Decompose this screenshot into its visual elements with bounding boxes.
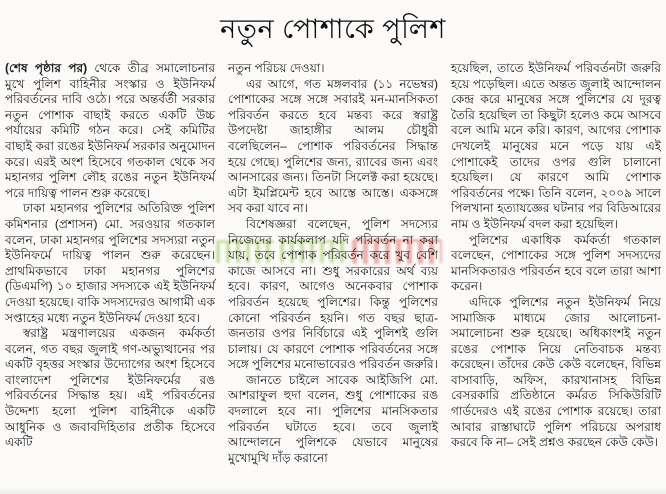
paragraph: ঢাকা মহানগর পুলিশের অতিরিক্ত পুলিশ কমিশনার (প্রশাসন) মো. সরওয়ার গতকাল বলেন, ঢাকা মহানগর পুলিশের সদস্যরা নতুন ইউনিফর্মে দায়িত্ব পালন শুরু করেছেন। প্রাথমিকভাবে ঢাকা মহানগর পুলিশের (ডিএমপি) ১০ হাজার সদস্যকে এই ইউনিফর্ম দেওয়া হয়েছে। বাকি সদস্যদেরও আগামী এক সপ্তাহের মধ্যে নতুন ইউনিফর্ম দেওয়া হবে।: [5, 201, 215, 325]
paragraph: হয়েছিল, তাতে ইউনিফর্ম পরিবর্তনটা জরুরি হয়ে পড়েছিল। এতে অন্তত জুলাই আন্দোলন কেন্দ্র করে মানুষের সঙ্গে পুলিশের যে দূরত্ব তৈরি হয়েছিল তা কিছুটা হলেও কমে আসবে বলে আমি মনে করি। কারণ, আগের পোশাক দেখলেই মানুষের মনে পড়ে যায় এই পোশাকেই তাদের ওপর গুলি চালানো হয়েছিল। যে কারণে আমি পোশাক পরিবর্তনের পক্ষে। তিনি বলেন, ২০০৯ সালে পিলখানা হত্যাযজ্ঞের ঘটনার পর বিডিআরের নাম ও ইউনিফর্ম বদল করা হয়েছিল।: [451, 61, 661, 231]
paragraph: স্বরাষ্ট্র মন্ত্রণালয়ের একজন কর্মকর্তা বলেন, গত বছর জুলাই গণ-অভ্যুত্থানের পর একটি বৃহত্তর সংস্কার উদ্যোগের অংশ হিসেবে বাংলাদেশ পুলিশের ইউনিফর্মের রঙ পরিবর্তনের সিদ্ধান্ত হয়। এই পরিবর্তনের উদ্দেশ্য হলো পুলিশ বাহিনীকে একটি আধুনিক ও জবাবদিহিতার প্রতীক হিসেবে একটি: [5, 326, 215, 450]
article-body: [0, 59, 666, 466]
paragraph: পুলিশের একাধিক কর্মকর্তা গতকাল বলেছেন, পোশাকের সঙ্গে পুলিশ সদস্যদের মানসিকতারও পরিবর্তন হবে বলে তারা আশা করেন।: [451, 232, 661, 294]
paragraph: এদিকে পুলিশের নতুন ইউনিফর্ম নিয়ে সামাজিক মাধ্যমে জোর আলোচনা-সমালোচনা শুরু হয়েছে। অধিকাংশই নতুন রঙের পোশাক নিয়ে নেতিবাচক মন্তব্য করেছেন। তাঁদের কেউ কেউ বলেছেন, বিভিন্ন বাসাবাড়ি, অফিস, কারখানাসহ বিভিন্ন বেসরকারি প্রতিষ্ঠানে কর্মরত সিকিউরিটি গার্ডদেরও এই রঙের পোশাক রয়েছে। তারা আবার রাস্তাঘাটে পুলিশ পরিচয়ে অপরাধ করবে কি না– সেই প্রশ্নও করছেন কেউ কেউ।: [451, 294, 661, 450]
continued-from-label: (শেষ পৃষ্ঠার পর): [5, 61, 88, 75]
article-column-1: [5, 61, 215, 466]
article-headline: নতুন পোশাকে পুলিশ: [220, 14, 446, 44]
paragraph: নতুন পরিচয় দেওয়া।: [228, 61, 325, 75]
clipping-bottom-edge: [0, 487, 666, 494]
paragraph: [5, 61, 215, 201]
paragraph: জানতে চাইলে সাবেক আইজিপি মো. আশরাফুল হুদা বলেন, শুধু পোশাকের রঙ বদলালে হবে না। পুলিশের মানসিকতার পরিবর্তন ঘটাতে হবে। তবে জুলাই আন্দোলনে পুলিশকে যেভাবে মানুষের মুখোমুখি দাঁড় করানো: [228, 372, 438, 465]
paragraph: বিশেষজ্ঞরা বলেছেন, পুলিশ সদস্যের নিজেদের কার্যকলাপ যদি পরিবর্তন না করা যায়, তবে পোশাক পরিবর্তন করে খুব বেশি কাজে আসবে না। শুধু সরকারের অর্থ ব্যয় হবে। কারণ, আগেও অনেকবার পোশাক পরিবর্তন হয়েছে পুলিশের। কিন্তু পুলিশের কোনো পরিবর্তন হয়নি। গত বছর ছাত্র-জনতার ওপর নির্বিচারে এই পুলিশই গুলি চালায়। যে কারণে পোশাক পরিবর্তনের সঙ্গে সঙ্গে পুলিশের মনোভাবেরও পরিবর্তন জরুরি।: [228, 216, 438, 372]
article-column-2: [228, 61, 438, 466]
article-column-3: [451, 61, 661, 466]
paragraph-text: থেকে তীব্র সমালোচনার মুখে পুলিশ বাহিনীর সংস্কার ও ইউনিফর্ম পরিবর্তনের দাবি ওঠে। পরে অন্তর্বর্তী সরকার নতুন পোশাক বাছাই করতে একটি উচ্চ পর্যায়ের কমিটি গঠন করে। সেই কমিটির বাছাই করা রঙের ইউনিফর্ম সরকার অনুমোদন করে। এরই অংশ হিসেবে গতকাল থেকে সব মহানগর পুলিশ লৌহ রঙের নতুন ইউনিফর্ম পরে দায়িত্ব পালন শুরু করেছে।: [5, 61, 215, 200]
paragraph: এর আগে, গত মঙ্গলবার (১১ নভেম্বর) পোশাকের সঙ্গে সঙ্গে সবারই মন-মানসিকতা পরিবর্তন করতে হবে মন্তব্য করে স্বরাষ্ট্র উপদেষ্টা জাহাঙ্গীর আলম চৌধুরী বলেছিলেন– পোশাক পরিবর্তনের সিদ্ধান্ত হয়ে গেছে। পুলিশের জন্য, র‍্যাবের জন্য এবং আনসারের জন্য। তিনটা সিলেক্ট করা হয়েছে। এটা ইমপ্লিমেন্ট হবে আস্তে আস্তে। একসঙ্গে সব করা যাবে না।: [228, 76, 438, 216]
